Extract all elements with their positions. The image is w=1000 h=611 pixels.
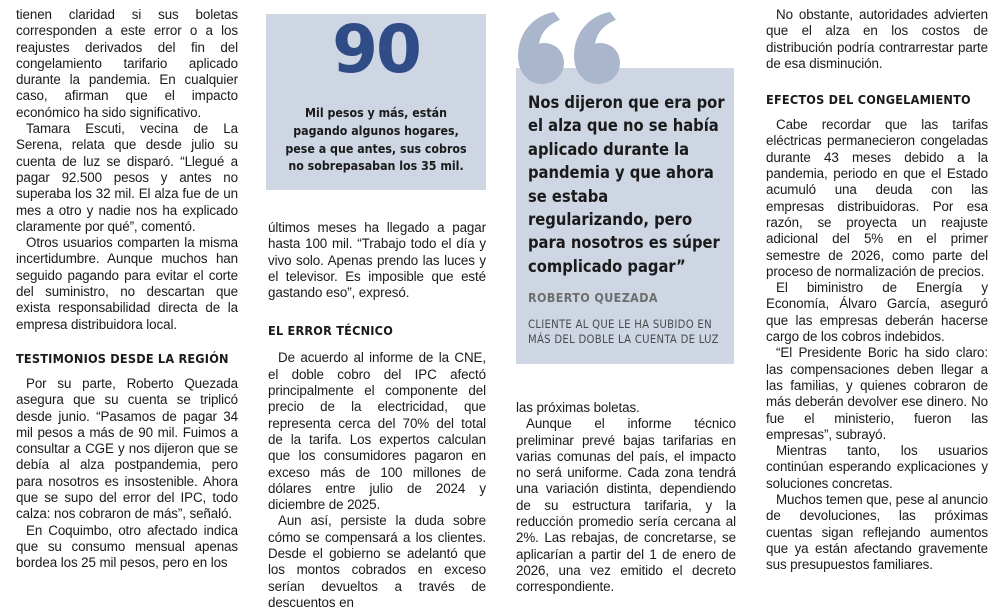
paragraph: El biministro de Energía y Economía, Álvaro García, aseguró que las empresas deberán hacerse cargo de los cobros indebidos.: [766, 280, 988, 345]
paragraph: No obstante, autoridades advierten que el alza en los costos de distribución podría contrarrestar parte de esa disminución.: [766, 7, 988, 71]
paragraph: En Coquimbo, otro afectado indica que su consumo mensual apenas bordea los 25 mil pesos, pero en los: [16, 522, 238, 571]
paragraph: Tamara Escuti, vecina de La Serena, relata que desde julio su cuenta de luz se disparó. “Llegué a pagar 92.500 pesos y antes no superaba los 32 mil. El alza fue de un mes a otro y nadie nos ha explicado claramente por qué”, comentó.: [16, 121, 238, 234]
paragraph: Aun así, persiste la duda sobre cómo se compensará a los clientes. Desde el gobierno se adelantó que los montos cobrados en exceso serían devueltos a través de descuentos en: [268, 513, 486, 610]
paragraph: De acuerdo al informe de la CNE, el doble cobro del IPC afectó principalmente el componente del precio de la electricidad, que representa cerca del 70% del total de la tarifa. Los expertos calculan que los consumidores pagaron en exceso más de 100 millones de dólares entre julio de 2024 y diciembre de 2025.: [268, 350, 486, 513]
column-4: [766, 0, 988, 574]
stat-number: 90: [332, 11, 420, 88]
paragraph: “El Presidente Boric ha sido claro: las compensaciones deben llegar a las familias, y quienes cobraron de más deberán devolver ese dinero. No fue el ministerio, fueron las empresas”, subrayó.: [766, 345, 988, 442]
column-1: [16, 0, 238, 572]
quote-mark-icon: [514, 0, 624, 92]
column-3: [516, 400, 736, 596]
paragraph: Cabe recordar que las tarifas eléctricas permanecieron congeladas durante 43 meses debido a la pandemia, periodo en que el Estado acumuló una deuda con las empresas distribuidoras. Por esa razón, se proyecta un reajuste adicional del 5% en el primer semestre de 2026, como parte del proceso de normalización de precios.: [766, 117, 988, 279]
paragraph: Mientras tanto, los usuarios continúan esperando explicaciones y soluciones concretas.: [766, 443, 988, 491]
stat-caption: Mil pesos y más, están pagando algunos hogares, pese a que antes, sus cobros no sobrepasaban los 35 mil.: [285, 106, 467, 174]
paragraph: Aunque el informe técnico preliminar prevé bajas tarifarias en varias comunas del país, el impacto no será uniforme. Cada zona tendrá una variación distinta, dependiendo de su estructura tarifaria, y la reducción promedio sería cercana al 2%. Las rebajas, de concretarse, se aplicarían a partir del 1 de enero de 2026, una vez emitido el decreto correspondiente.: [516, 416, 736, 595]
section-heading: EFECTOS DEL CONGELAMIENTO: [766, 92, 971, 108]
paragraph: las próximas boletas.: [516, 400, 640, 415]
quote-author-role: CLIENTE AL QUE LE HA SUBIDO EN MÁS DEL DOBLE LA CUENTA DE LUZ: [528, 318, 719, 346]
quote-author: ROBERTO QUEZADA: [528, 290, 658, 305]
paragraph: tienen claridad si sus boletas corresponden a este error o a los reajustes derivados del fin del congelamiento tarifario aplicado durante la pandemia. En cualquier caso, afirman que el impacto económico ha sido significativo.: [16, 7, 238, 120]
section-heading: EL ERROR TÉCNICO: [268, 323, 394, 339]
paragraph: Muchos temen que, pese al anuncio de devoluciones, las próximas cuentas sigan reflejando aumentos que ya están afectando gravemente sus presupuestos familiares.: [766, 492, 988, 573]
paragraph: últimos meses ha llegado a pagar hasta 100 mil. “Trabajo todo el día y vivo solo. Apenas prendo las luces y el televisor. Es imposible que esté gastando eso”, expresó.: [268, 220, 486, 301]
pull-quote: Nos dijeron que era por el alza que no se había aplicado durante la pandemia y que ahora se estaba regularizando, pero para nosotros es súper complicado pagar”: [528, 93, 725, 276]
paragraph: Otros usuarios comparten la misma incertidumbre. Aunque muchos han seguido pagando para evitar el corte del suministro, no descartan que exista responsabilidad directa de la empresa distribuidora local.: [16, 235, 238, 332]
column-2: [268, 220, 486, 611]
paragraph: Por su parte, Roberto Quezada asegura que su cuenta se triplicó desde junio. “Pasamos de pagar 34 mil pesos a más de 90 mil. Fuimos a consultar a CGE y nos dijeron que se debía al alza postpandemia, pero para nosotros es insostenible. Ahora que se supo del error del IPC, todo calza: nos cobraron de más”, señaló.: [16, 375, 238, 522]
section-heading: TESTIMONIOS DESDE LA REGIÓN: [16, 350, 229, 366]
